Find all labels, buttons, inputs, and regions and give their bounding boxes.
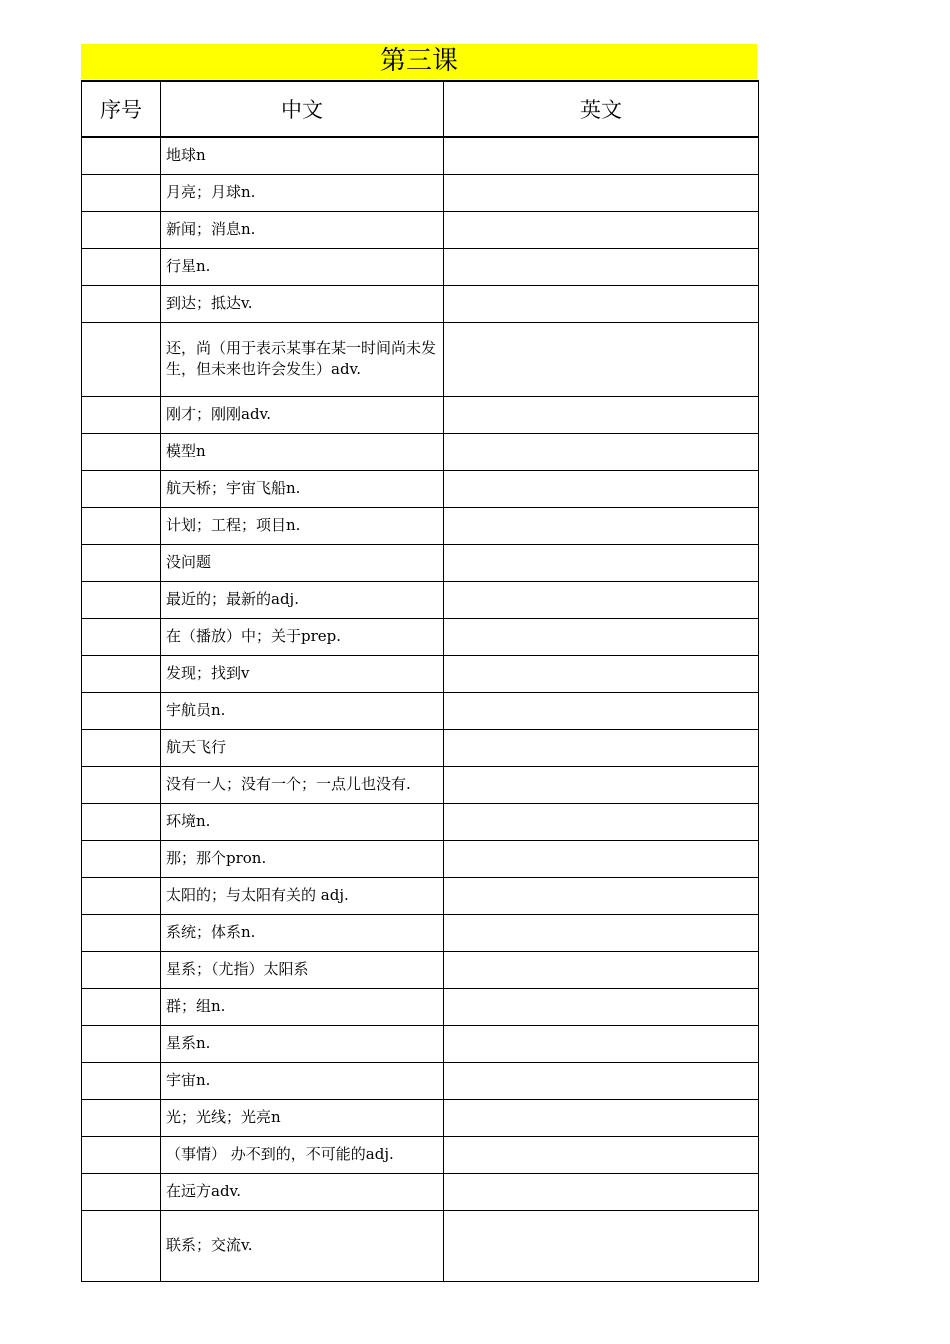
cell-num[interactable]: [82, 914, 161, 951]
cell-english[interactable]: [444, 988, 759, 1025]
cell-english[interactable]: [444, 544, 759, 581]
table-row: [82, 137, 759, 174]
table-row: [82, 544, 759, 581]
table-row: [82, 248, 759, 285]
header-chinese: 中文: [161, 81, 444, 137]
cell-chinese[interactable]: 到达；抵达v.: [161, 285, 444, 322]
cell-english[interactable]: [444, 174, 759, 211]
cell-chinese[interactable]: 星系；（尤指）太阳系: [161, 951, 444, 988]
cell-english[interactable]: [444, 470, 759, 507]
cell-english[interactable]: [444, 211, 759, 248]
cell-num[interactable]: [82, 174, 161, 211]
cell-chinese[interactable]: 航天飞行: [161, 729, 444, 766]
cell-english[interactable]: [444, 396, 759, 433]
cell-english[interactable]: [444, 1062, 759, 1099]
table-row: [82, 322, 759, 396]
cell-num[interactable]: [82, 396, 161, 433]
cell-chinese[interactable]: 地球n: [161, 137, 444, 174]
cell-num[interactable]: [82, 507, 161, 544]
cell-num[interactable]: [82, 840, 161, 877]
cell-english[interactable]: [444, 1173, 759, 1210]
cell-english[interactable]: [444, 877, 759, 914]
table-row: [82, 1099, 759, 1136]
cell-chinese[interactable]: 宇航员n.: [161, 692, 444, 729]
table-row: [82, 914, 759, 951]
cell-english[interactable]: [444, 803, 759, 840]
cell-chinese[interactable]: 航天桥；宇宙飞船n.: [161, 470, 444, 507]
cell-english[interactable]: [444, 433, 759, 470]
cell-chinese[interactable]: 行星n.: [161, 248, 444, 285]
table-row: [82, 507, 759, 544]
table-row: [82, 285, 759, 322]
table-row: [82, 1173, 759, 1210]
cell-num[interactable]: [82, 248, 161, 285]
cell-num[interactable]: [82, 1210, 161, 1281]
cell-english[interactable]: [444, 766, 759, 803]
table-row: [82, 581, 759, 618]
table-row: [82, 877, 759, 914]
cell-chinese[interactable]: 在（播放）中；关于prep.: [161, 618, 444, 655]
cell-num[interactable]: [82, 692, 161, 729]
cell-english[interactable]: [444, 248, 759, 285]
cell-english[interactable]: [444, 618, 759, 655]
lesson-title: 第三课: [81, 44, 757, 79]
table-row: [82, 1062, 759, 1099]
cell-num[interactable]: [82, 1136, 161, 1173]
table-row: [82, 729, 759, 766]
cell-english[interactable]: [444, 692, 759, 729]
table-row: [82, 1136, 759, 1173]
header-num: 序号: [82, 81, 161, 137]
cell-english[interactable]: [444, 581, 759, 618]
table-row: [82, 803, 759, 840]
cell-num[interactable]: [82, 877, 161, 914]
table-row: [82, 655, 759, 692]
header-row: [82, 81, 759, 137]
cell-english[interactable]: [444, 729, 759, 766]
table-row: [82, 840, 759, 877]
cell-num[interactable]: [82, 729, 161, 766]
cell-num[interactable]: [82, 1062, 161, 1099]
cell-chinese[interactable]: 计划；工程；项目n.: [161, 507, 444, 544]
cell-num[interactable]: [82, 766, 161, 803]
table-row: [82, 1025, 759, 1062]
cell-english[interactable]: [444, 1210, 759, 1281]
cell-english[interactable]: [444, 137, 759, 174]
cell-num[interactable]: [82, 988, 161, 1025]
cell-english[interactable]: [444, 507, 759, 544]
cell-num[interactable]: [82, 1099, 161, 1136]
cell-num[interactable]: [82, 581, 161, 618]
cell-english[interactable]: [444, 655, 759, 692]
cell-english[interactable]: [444, 1099, 759, 1136]
cell-chinese[interactable]: 星系n.: [161, 1025, 444, 1062]
cell-chinese[interactable]: 在远方adv.: [161, 1173, 444, 1210]
cell-english[interactable]: [444, 285, 759, 322]
cell-num[interactable]: [82, 544, 161, 581]
cell-num[interactable]: [82, 1173, 161, 1210]
cell-num[interactable]: [82, 1025, 161, 1062]
cell-num[interactable]: [82, 137, 161, 174]
cell-num[interactable]: [82, 211, 161, 248]
cell-chinese[interactable]: 没有一人；没有一个；一点儿也没有.: [161, 766, 444, 803]
table-row: [82, 618, 759, 655]
cell-chinese[interactable]: （事情） 办不到的，不可能的adj.: [161, 1136, 444, 1173]
table-row: [82, 988, 759, 1025]
cell-num[interactable]: [82, 322, 161, 396]
cell-chinese[interactable]: 没问题: [161, 544, 444, 581]
cell-chinese[interactable]: 那；那个pron.: [161, 840, 444, 877]
table-row: [82, 433, 759, 470]
cell-chinese[interactable]: 宇宙n.: [161, 1062, 444, 1099]
cell-english[interactable]: [444, 914, 759, 951]
table-row: [82, 470, 759, 507]
cell-chinese[interactable]: 环境n.: [161, 803, 444, 840]
header-english: 英文: [444, 81, 759, 137]
table-row: [82, 211, 759, 248]
cell-chinese[interactable]: 模型n: [161, 433, 444, 470]
cell-chinese[interactable]: 群；组n.: [161, 988, 444, 1025]
cell-chinese[interactable]: 光；光线；光亮n: [161, 1099, 444, 1136]
table-row: [82, 174, 759, 211]
vocab-table: [81, 80, 759, 1282]
cell-chinese[interactable]: 最近的；最新的adj.: [161, 581, 444, 618]
cell-num[interactable]: [82, 470, 161, 507]
cell-english[interactable]: [444, 322, 759, 396]
table-row: [82, 692, 759, 729]
cell-english[interactable]: [444, 951, 759, 988]
cell-chinese[interactable]: 联系；交流v.: [161, 1210, 444, 1281]
cell-english[interactable]: [444, 1136, 759, 1173]
cell-chinese[interactable]: 新闻；消息n.: [161, 211, 444, 248]
cell-num[interactable]: [82, 655, 161, 692]
table-row: [82, 1210, 759, 1281]
cell-chinese[interactable]: 太阳的；与太阳有关的 adj.: [161, 877, 444, 914]
cell-chinese[interactable]: 发现；找到v: [161, 655, 444, 692]
cell-num[interactable]: [82, 285, 161, 322]
cell-num[interactable]: [82, 433, 161, 470]
table-row: [82, 951, 759, 988]
cell-chinese[interactable]: 还，尚（用于表示某事在某一时间尚未发生，但未来也许会发生）adv.: [161, 322, 444, 396]
cell-num[interactable]: [82, 618, 161, 655]
cell-chinese[interactable]: 月亮；月球n.: [161, 174, 444, 211]
cell-num[interactable]: [82, 951, 161, 988]
cell-english[interactable]: [444, 840, 759, 877]
cell-english[interactable]: [444, 1025, 759, 1062]
cell-chinese[interactable]: 系统；体系n.: [161, 914, 444, 951]
table-row: [82, 396, 759, 433]
cell-num[interactable]: [82, 803, 161, 840]
cell-chinese[interactable]: 刚才；刚刚adv.: [161, 396, 444, 433]
table-row: [82, 766, 759, 803]
